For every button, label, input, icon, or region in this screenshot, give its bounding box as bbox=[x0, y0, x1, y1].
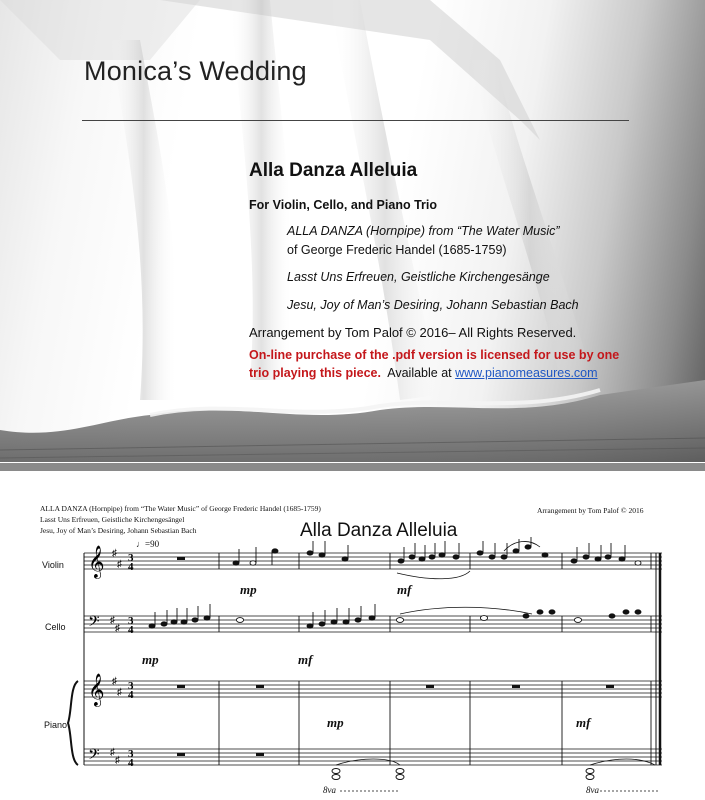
svg-text:3: 3 bbox=[128, 552, 134, 564]
dynamic-cello-mp: mp bbox=[142, 652, 159, 667]
source-line-4: Jesu, Joy of Man’s Desiring, Johann Sebastian Bach bbox=[287, 298, 579, 312]
score-source-1: ALLA DANZA (Hornpipe) from “The Water Music” of George Frederic Handel (1685-1759) bbox=[40, 504, 321, 513]
bass-clef-piano: 𝄢 bbox=[88, 746, 100, 766]
treble-clef-violin: 𝄞 bbox=[88, 547, 105, 578]
svg-text:4: 4 bbox=[128, 689, 134, 701]
dynamic-violin-mf: mf bbox=[397, 582, 412, 597]
barlines bbox=[219, 553, 651, 765]
treble-clef-piano: 𝄞 bbox=[88, 675, 105, 706]
svg-text:♯: ♯ bbox=[117, 687, 122, 698]
piano-bass-notes bbox=[332, 769, 594, 780]
license-line-1: On-line purchase of the .pdf version is licensed for use by one bbox=[249, 348, 620, 362]
tempo-marking: ♩=90 bbox=[136, 539, 160, 549]
svg-text:♯: ♯ bbox=[117, 559, 122, 570]
copyright-line: Arrangement by Tom Palof © 2016– All Rights Reserved. bbox=[249, 325, 577, 340]
website-link[interactable]: www.pianomeasures.com bbox=[455, 366, 598, 380]
label-piano: Piano bbox=[44, 720, 68, 730]
score-arranger: Arrangement by Tom Palof © 2016 bbox=[537, 506, 644, 515]
title-rule bbox=[82, 120, 629, 121]
staff-piano-treble bbox=[84, 681, 662, 697]
svg-text:4: 4 bbox=[128, 624, 134, 636]
svg-text:♯: ♯ bbox=[112, 548, 117, 559]
staff-piano-bass bbox=[84, 749, 662, 765]
source-line-2: of George Frederic Handel (1685-1759) bbox=[287, 243, 507, 257]
svg-text:4: 4 bbox=[128, 561, 134, 573]
time-signature bbox=[128, 552, 134, 769]
instrumentation: For Violin, Cello, and Piano Trio bbox=[249, 198, 437, 212]
score-source-2: Lasst Uns Erfreuen, Geistliche Kirchengesängel bbox=[40, 515, 185, 524]
license-line-2 bbox=[249, 366, 598, 380]
source-line-3: Lasst Uns Erfreuen, Geistliche Kirchengesänge bbox=[287, 270, 550, 284]
score-source-3: Jesu, Joy of Man’s Desiring, Johann Sebastian Bach bbox=[40, 526, 197, 535]
svg-text:♯: ♯ bbox=[115, 755, 120, 766]
piano-brace bbox=[68, 681, 78, 765]
page-divider bbox=[0, 463, 705, 471]
dynamic-violin-mp: mp bbox=[240, 582, 257, 597]
svg-text:3: 3 bbox=[128, 680, 134, 692]
license-line-2-available: Available at bbox=[380, 366, 456, 380]
music-staves bbox=[0, 471, 705, 800]
label-cello: Cello bbox=[45, 622, 66, 632]
score-title: Alla Danza Alleluia bbox=[300, 520, 458, 541]
dynamic-cello-mf: mf bbox=[298, 652, 313, 667]
svg-text:4: 4 bbox=[128, 757, 134, 769]
license-line-2-red: trio playing this piece. bbox=[249, 366, 381, 380]
svg-text:3: 3 bbox=[128, 615, 134, 627]
bass-clef-cello: 𝄢 bbox=[88, 613, 100, 633]
svg-text:♯: ♯ bbox=[112, 676, 117, 687]
ottava-2: 8va bbox=[586, 785, 599, 795]
score-page bbox=[0, 471, 705, 800]
svg-text:♯: ♯ bbox=[115, 623, 120, 634]
svg-text:♯: ♯ bbox=[110, 615, 115, 626]
svg-text:♯: ♯ bbox=[110, 747, 115, 758]
dynamic-piano-mf: mf bbox=[576, 715, 591, 730]
svg-text:3: 3 bbox=[128, 748, 134, 760]
end-barline bbox=[656, 553, 660, 765]
cover-title: Monica’s Wedding bbox=[84, 56, 307, 86]
key-time-signatures bbox=[110, 548, 122, 766]
source-line-1: ALLA DANZA (Hornpipe) from “The Water Music” bbox=[287, 224, 560, 238]
label-violin: Violin bbox=[42, 560, 64, 570]
dynamic-piano-mp: mp bbox=[327, 715, 344, 730]
piece-title: Alla Danza Alleluia bbox=[249, 160, 418, 181]
ottava-1: 8va bbox=[323, 785, 336, 795]
